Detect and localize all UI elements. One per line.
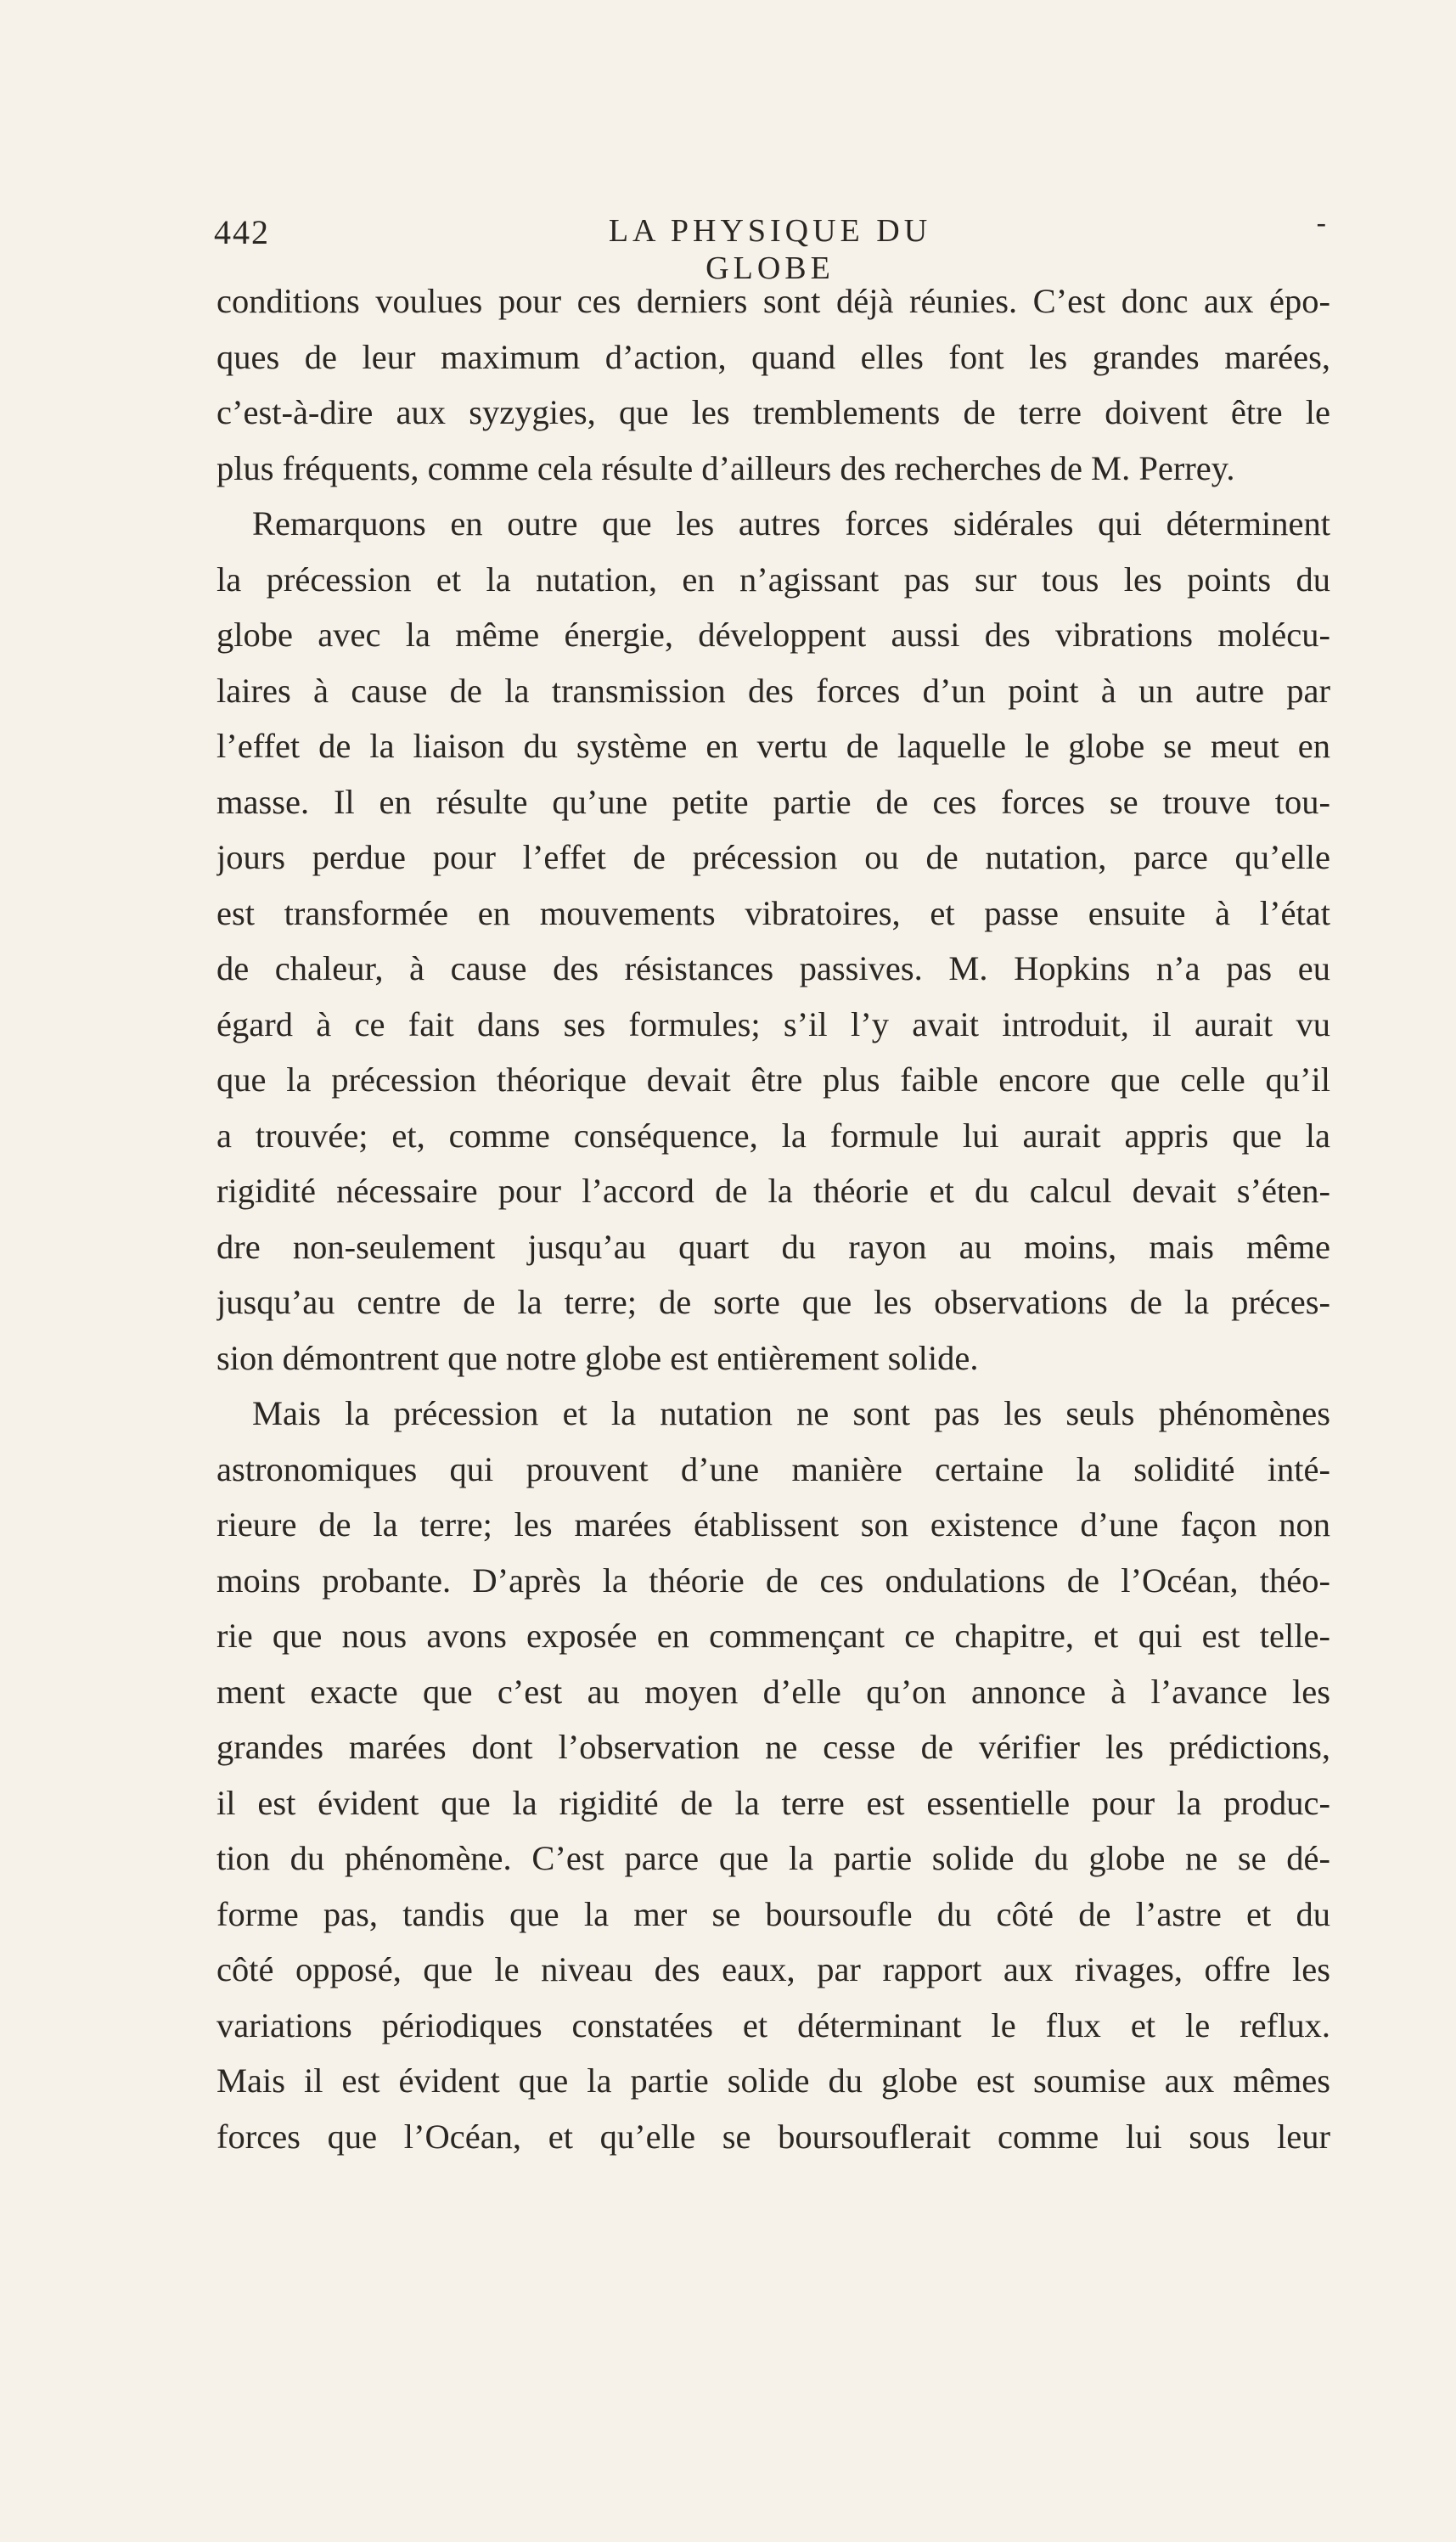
- text-line: côté opposé, que le niveau des eaux, par rapport aux rivages, offre les: [216, 1950, 1330, 1988]
- text-line: Remarquons en outre que les autres forces sidérales qui déterminent: [252, 504, 1330, 543]
- text-line: de chaleur, à cause des résistances passives. M. Hopkins n’a pas eu: [216, 949, 1330, 987]
- text-line: a trouvée; et, comme conséquence, la formule lui aurait appris que la: [216, 1116, 1330, 1155]
- text-line: est transformée en mouvements vibratoires, et passe ensuite à l’état: [216, 893, 1330, 932]
- text-line: sion démontrent que notre globe est entièrement solide.: [216, 1338, 979, 1377]
- text-line: jusqu’au centre de la terre; de sorte que les observations de la préces-: [216, 1283, 1330, 1321]
- text-line: que la précession théorique devait être plus faible encore que celle qu’il: [216, 1060, 1330, 1099]
- running-title: LA PHYSIQUE DU GLOBE: [608, 213, 932, 286]
- text-line: dre non-seulement jusqu’au quart du rayon au moins, mais même: [216, 1227, 1330, 1266]
- text-line: jours perdue pour l’effet de précession ou de nutation, parce qu’elle: [216, 838, 1330, 876]
- text-line: rieure de la terre; les marées établissent son existence d’une façon non: [216, 1505, 1330, 1544]
- text-line: tion du phénomène. C’est parce que la partie solide du globe ne se dé-: [216, 1839, 1330, 1877]
- text-line: rie que nous avons exposée en commençant ce chapitre, et qui est telle-: [216, 1617, 1330, 1655]
- text-line: égard à ce fait dans ses formules; s’il l’y avait introduit, il aurait vu: [216, 1004, 1330, 1043]
- text-line: conditions voulues pour ces derniers sont déjà réunies. C’est donc aux épo-: [216, 282, 1330, 320]
- text-line: ques de leur maximum d’action, quand elles font les grandes marées,: [216, 337, 1330, 376]
- text-line: grandes marées dont l’observation ne cesse de vérifier les prédictions,: [216, 1728, 1330, 1766]
- text-line: forme pas, tandis que la mer se boursoufle du côté de l’astre et du: [216, 1894, 1330, 1933]
- text-line: moins probante. D’après la théorie de ces ondulations de l’Océan, théo-: [216, 1561, 1330, 1600]
- text-line: ment exacte que c’est au moyen d’elle qu’on annonce à l’avance les: [216, 1672, 1330, 1711]
- page-header: [214, 207, 1326, 286]
- text-line: il est évident que la rigidité de la terre est essentielle pour la produc-: [216, 1783, 1330, 1822]
- text-line: variations périodiques constatées et déterminant le flux et le reflux.: [216, 2005, 1330, 2044]
- text-line: Mais il est évident que la partie solide du globe est soumise aux mêmes: [216, 2061, 1330, 2100]
- text-line: l’effet de la liaison du système en vertu de laquelle le globe se meut en: [216, 727, 1330, 765]
- text-line: plus fréquents, comme cela résulte d’ailleurs des recherches de M. Perrey.: [216, 448, 1235, 487]
- text-line: forces que l’Océan, et qu’elle se boursouflerait comme lui sous leur: [216, 2117, 1330, 2156]
- page-number: 442: [214, 213, 270, 251]
- text-line: laires à cause de la transmission des forces d’un point à un autre par: [216, 671, 1330, 710]
- header-mark: -: [1316, 207, 1326, 239]
- body-text: [216, 273, 1330, 2164]
- text-line: astronomiques qui prouvent d’une manière certaine la solidité inté-: [216, 1449, 1330, 1488]
- text-line: rigidité nécessaire pour l’accord de la théorie et du calcul devait s’éten-: [216, 1172, 1330, 1210]
- text-line: Mais la précession et la nutation ne sont pas les seuls phénomènes: [252, 1394, 1330, 1432]
- text-line: globe avec la même énergie, développent aussi des vibrations molécu-: [216, 616, 1330, 654]
- text-line: c’est-à-dire aux syzygies, que les tremblements de terre doivent être le: [216, 393, 1330, 431]
- text-line: la précession et la nutation, en n’agissant pas sur tous les points du: [216, 560, 1330, 599]
- text-line: masse. Il en résulte qu’une petite partie de ces forces se trouve tou-: [216, 782, 1330, 821]
